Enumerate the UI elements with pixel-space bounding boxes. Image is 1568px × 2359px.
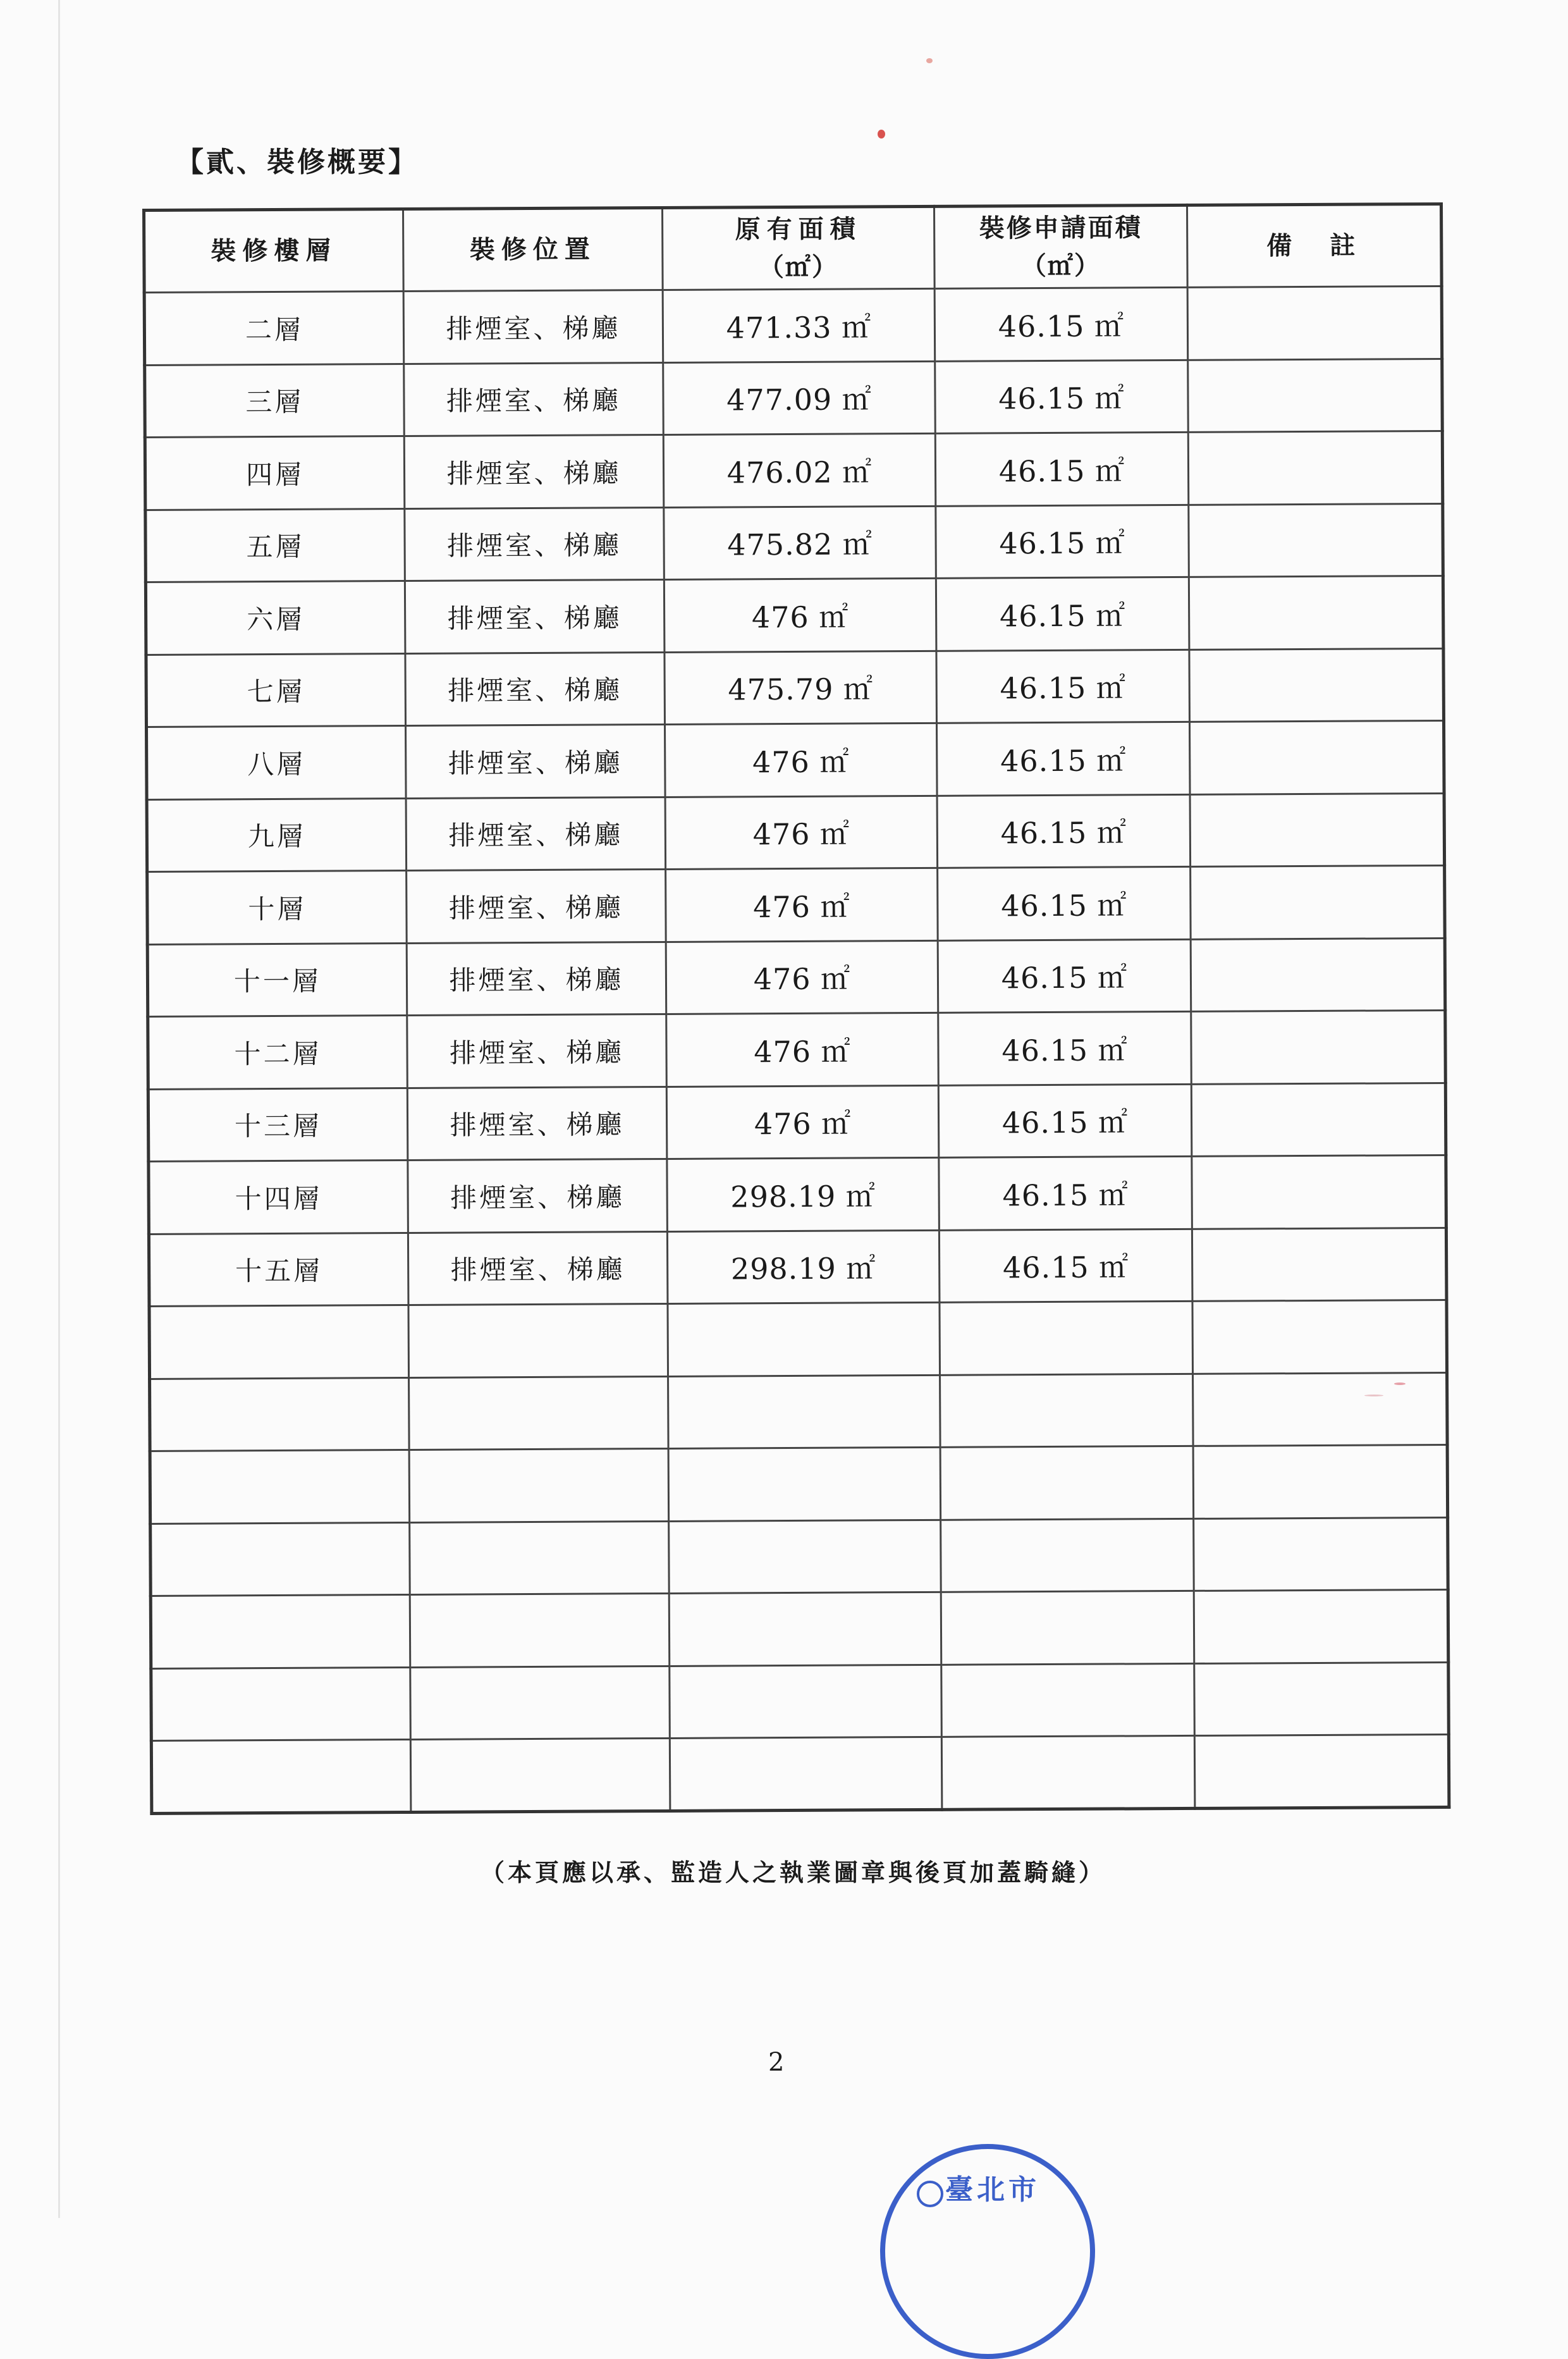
- table-row: [150, 1372, 1448, 1451]
- cell-remarks: [1194, 1662, 1449, 1735]
- cell-location: 排煙室、梯廳: [408, 1159, 668, 1233]
- cell-floor: 十一層: [147, 943, 407, 1017]
- cell-floor: 十五層: [149, 1233, 408, 1307]
- cell-floor: [151, 1740, 411, 1814]
- cell-applied-area: 46.15 ㎡: [936, 505, 1189, 578]
- cell-floor: 二層: [144, 291, 404, 365]
- cell-location: 排煙室、梯廳: [407, 1014, 667, 1088]
- cell-location: [410, 1521, 670, 1595]
- header-applied-area: [934, 205, 1187, 288]
- table-row: [150, 1445, 1448, 1524]
- section-title: 【貳、裝修概要】: [176, 146, 419, 178]
- cell-applied-area: 46.15 ㎡: [938, 867, 1191, 940]
- scan-speck: [1394, 1383, 1406, 1385]
- cell-original-area: 477.09 ㎡: [663, 361, 936, 435]
- cell-location: 排煙室、梯廳: [403, 290, 663, 364]
- cell-remarks: [1189, 503, 1443, 577]
- scan-left-edge: [58, 0, 60, 2218]
- cell-original-area: 476 ㎡: [666, 1085, 939, 1159]
- cell-location: 排煙室、梯廳: [407, 1087, 667, 1161]
- cell-original-area: 475.79 ㎡: [665, 651, 937, 725]
- table-header-row: [144, 204, 1442, 292]
- cell-original-area: 476 ㎡: [665, 796, 938, 870]
- cell-original-area: 475.82 ㎡: [664, 506, 936, 580]
- cell-applied-area: [940, 1374, 1194, 1447]
- cell-floor: [150, 1522, 410, 1596]
- cell-floor: 十二層: [148, 1016, 408, 1090]
- table-row: [149, 1300, 1447, 1379]
- cell-remarks: [1192, 1300, 1447, 1374]
- cell-remarks: [1191, 1083, 1446, 1156]
- cell-original-area: 476 ㎡: [666, 1013, 939, 1087]
- cell-location: 排煙室、梯廳: [406, 725, 666, 799]
- cell-remarks: [1194, 1735, 1449, 1809]
- cell-floor: 六層: [145, 581, 405, 655]
- cell-floor: [151, 1667, 411, 1741]
- cell-floor: 九層: [147, 798, 407, 872]
- cell-applied-area: [940, 1446, 1194, 1520]
- cell-applied-area: 46.15 ㎡: [936, 722, 1190, 796]
- table-row: [145, 431, 1443, 510]
- cell-floor: 五層: [145, 508, 405, 582]
- footnote: （本頁應以承、監造人之執業圖章與後頁加蓋騎縫）: [481, 1858, 1106, 1887]
- header-applied-area-unit: （㎡）: [1020, 250, 1101, 281]
- cell-applied-area: 46.15 ㎡: [937, 794, 1191, 868]
- header-original-area: [663, 206, 935, 290]
- table-row: [145, 359, 1443, 438]
- cell-location: [410, 1739, 670, 1813]
- header-original-area-label: 原有面積: [735, 214, 862, 245]
- cell-floor: 四層: [145, 436, 405, 510]
- cell-floor: 八層: [147, 726, 407, 800]
- cell-remarks: [1190, 793, 1445, 866]
- cell-applied-area: [941, 1736, 1195, 1810]
- cell-original-area: 476 ㎡: [666, 940, 938, 1014]
- cell-floor: 十層: [147, 871, 407, 945]
- cell-original-area: 476 ㎡: [666, 868, 938, 942]
- cell-remarks: [1191, 938, 1445, 1011]
- cell-floor: [150, 1450, 410, 1524]
- cell-remarks: [1192, 1155, 1447, 1229]
- cell-remarks: [1189, 721, 1444, 794]
- table-row: [145, 576, 1443, 655]
- cell-applied-area: 46.15 ㎡: [938, 939, 1191, 1013]
- table-row: [151, 1735, 1449, 1814]
- table-body: [144, 286, 1449, 1813]
- cell-original-area: [669, 1520, 941, 1594]
- cell-original-area: 298.19 ㎡: [667, 1230, 940, 1304]
- scan-speck: [878, 130, 885, 139]
- header-applied-area-label: 裝修申請面積: [979, 212, 1142, 243]
- cell-remarks: [1191, 866, 1445, 939]
- cell-floor: 十三層: [148, 1088, 408, 1162]
- cell-remarks: [1193, 1445, 1448, 1518]
- cell-location: 排煙室、梯廳: [405, 652, 665, 726]
- cell-applied-area: 46.15 ㎡: [939, 1229, 1192, 1302]
- cell-floor: 七層: [146, 653, 406, 727]
- cell-remarks: [1193, 1372, 1448, 1446]
- cell-remarks: [1189, 576, 1443, 650]
- cell-location: 排煙室、梯廳: [407, 942, 666, 1016]
- cell-floor: 三層: [145, 364, 405, 438]
- cell-location: [409, 1449, 669, 1523]
- cell-floor: [149, 1305, 409, 1379]
- table-row: [147, 793, 1445, 872]
- table-row: [151, 1662, 1449, 1741]
- cell-remarks: [1188, 359, 1443, 432]
- cell-floor: 十四層: [149, 1161, 408, 1235]
- cell-location: 排煙室、梯廳: [405, 580, 665, 654]
- cell-location: 排煙室、梯廳: [404, 362, 664, 436]
- cell-remarks: [1188, 431, 1443, 504]
- cell-original-area: 476 ㎡: [665, 723, 937, 797]
- cell-applied-area: [940, 1302, 1193, 1375]
- cell-applied-area: 46.15 ㎡: [936, 577, 1189, 650]
- seal-text: 臺北市: [945, 2174, 1040, 2206]
- header-remarks: 備 註: [1187, 204, 1442, 287]
- header-original-area-unit: （㎡）: [758, 252, 839, 283]
- cell-location: [409, 1376, 669, 1450]
- cell-original-area: [668, 1303, 940, 1377]
- cell-remarks: [1194, 1590, 1449, 1663]
- cell-original-area: [669, 1592, 941, 1666]
- scan-speck: [1364, 1395, 1383, 1396]
- cell-applied-area: 46.15 ㎡: [936, 650, 1190, 723]
- cell-original-area: 476.02 ㎡: [663, 433, 936, 507]
- table-row: [150, 1590, 1449, 1669]
- table-row: [144, 286, 1442, 365]
- official-seal-stamp: [880, 2144, 1095, 2359]
- renovation-summary-table: [142, 202, 1450, 1815]
- cell-remarks: [1192, 1228, 1447, 1301]
- cell-applied-area: [941, 1591, 1194, 1665]
- cell-location: 排煙室、梯廳: [404, 435, 664, 509]
- page-number: 2: [768, 2048, 785, 2077]
- cell-floor: [150, 1595, 410, 1669]
- cell-original-area: [668, 1375, 941, 1449]
- cell-location: 排煙室、梯廳: [405, 507, 665, 581]
- table-row: [149, 1228, 1447, 1307]
- cell-floor: [150, 1377, 410, 1451]
- table-row: [146, 648, 1444, 727]
- cell-applied-area: [941, 1663, 1195, 1737]
- cell-remarks: [1189, 648, 1444, 722]
- table-row: [147, 721, 1445, 800]
- table-row: [150, 1517, 1449, 1596]
- renovation-summary-table-wrapper: [142, 202, 1447, 1815]
- cell-location: 排煙室、梯廳: [407, 870, 666, 944]
- header-floor: 裝修樓層: [144, 209, 404, 292]
- cell-applied-area: 46.15 ㎡: [938, 1012, 1192, 1085]
- cell-location: 排煙室、梯廳: [406, 797, 666, 871]
- cell-remarks: [1191, 1011, 1446, 1084]
- cell-applied-area: 46.15 ㎡: [935, 432, 1189, 505]
- table-row: [148, 1011, 1446, 1090]
- header-location: 裝修位置: [403, 207, 663, 291]
- table-row: [149, 1155, 1447, 1235]
- cell-applied-area: [941, 1518, 1194, 1592]
- cell-original-area: [670, 1737, 942, 1811]
- cell-original-area: 476 ㎡: [664, 578, 936, 652]
- cell-original-area: 298.19 ㎡: [667, 1158, 940, 1232]
- cell-location: [408, 1304, 668, 1378]
- table-row: [147, 866, 1445, 945]
- cell-remarks: [1194, 1517, 1449, 1591]
- cell-original-area: [670, 1665, 942, 1739]
- table-row: [145, 503, 1443, 582]
- cell-remarks: [1187, 286, 1442, 359]
- table-row: [147, 938, 1445, 1017]
- cell-location: [410, 1666, 670, 1740]
- cell-original-area: [668, 1448, 941, 1522]
- cell-location: 排煙室、梯廳: [408, 1231, 668, 1305]
- cell-applied-area: 46.15 ㎡: [938, 1084, 1192, 1157]
- scan-speck: [926, 58, 933, 63]
- seal-emblem-icon: [917, 2181, 943, 2207]
- table-row: [148, 1083, 1446, 1162]
- cell-applied-area: 46.15 ㎡: [935, 360, 1189, 433]
- cell-location: [410, 1594, 670, 1668]
- cell-applied-area: 46.15 ㎡: [934, 287, 1188, 360]
- cell-applied-area: 46.15 ㎡: [939, 1157, 1192, 1230]
- cell-original-area: 471.33 ㎡: [663, 288, 935, 362]
